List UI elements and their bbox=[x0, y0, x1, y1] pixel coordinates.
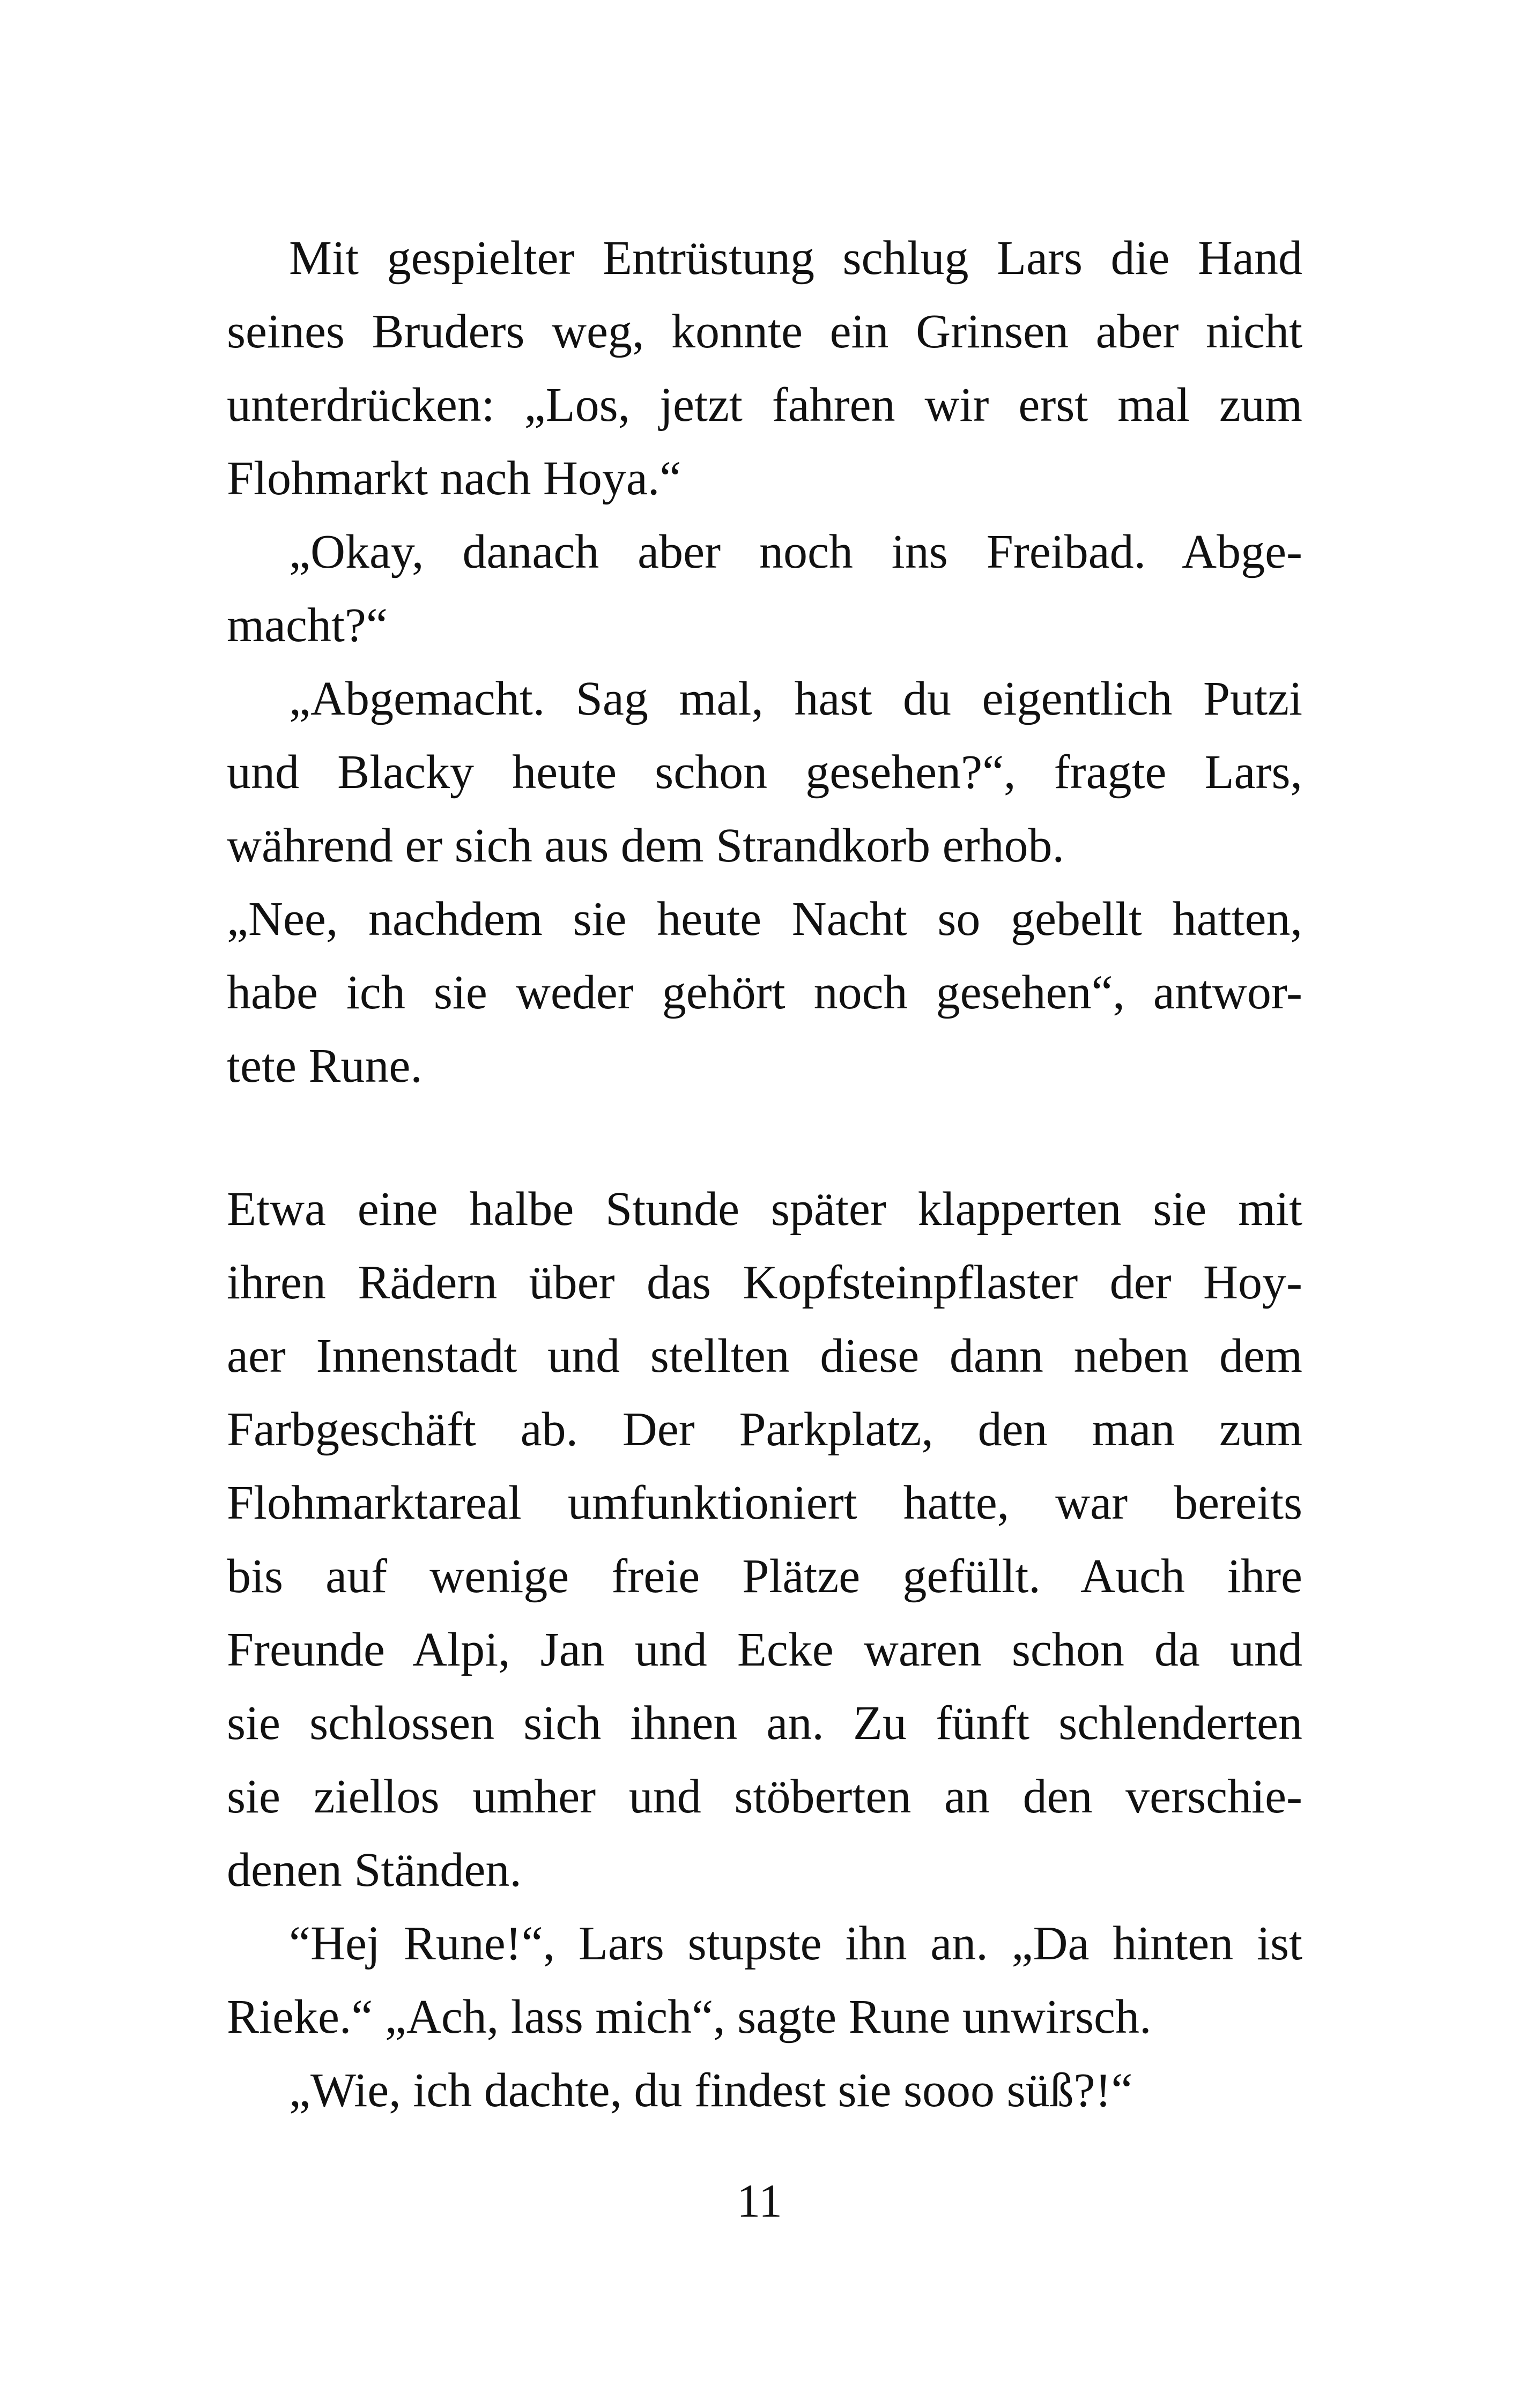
text-line: „Wie, ich dachte, du findest sie sooo süß?!“ bbox=[289, 2064, 1133, 2117]
text-line: macht?“ bbox=[227, 599, 388, 652]
text-line: Mit gespielter Entrüstung schlug Lars die Hand bbox=[289, 232, 1302, 285]
text-line: aer Innenstadt und stellten diese dann neben dem bbox=[227, 1329, 1302, 1383]
text-line: Freunde Alpi, Jan und Ecke waren schon da und bbox=[227, 1623, 1302, 1676]
text-line: denen Ständen. bbox=[227, 1844, 522, 1897]
text-line: während er sich aus dem Strandkorb erhob. bbox=[227, 819, 1065, 872]
text-line: „Okay, danach aber noch ins Freibad. Abge- bbox=[289, 525, 1302, 578]
text-line: „Nee, nachdem sie heute Nacht so gebellt hatten, bbox=[227, 893, 1302, 946]
text-line: Flohmarktareal umfunktioniert hatte, war bereits bbox=[227, 1476, 1302, 1529]
text-line: Farbgeschäft ab. Der Parkplatz, den man zum bbox=[227, 1403, 1302, 1456]
text-line: Rieke.“ „Ach, lass mich“, sagte Rune unwirsch. bbox=[227, 1990, 1152, 2043]
text-block-1 bbox=[227, 221, 1302, 1103]
text-line: ihren Rädern über das Kopfsteinpflaster der Hoy- bbox=[227, 1256, 1302, 1309]
text-line: und Blacky heute schon gesehen?“, fragte Lars, bbox=[227, 746, 1302, 799]
text-line: sie ziellos umher und stöberten an den verschie- bbox=[227, 1770, 1302, 1823]
text-line: “Hej Rune!“, Lars stupste ihn an. „Da hinten ist bbox=[289, 1917, 1302, 1970]
text-line: sie schlossen sich ihnen an. Zu fünft schlenderten bbox=[227, 1697, 1302, 1750]
text-line: tete Rune. bbox=[227, 1039, 423, 1092]
text-block-2 bbox=[227, 1172, 1302, 2127]
text-line: „Abgemacht. Sag mal, hast du eigentlich Putzi bbox=[289, 672, 1302, 725]
text-line: habe ich sie weder gehört noch gesehen“, antwor- bbox=[227, 966, 1302, 1019]
page-number: 11 bbox=[737, 2175, 782, 2227]
text-line: seines Bruders weg, konnte ein Grinsen aber nicht bbox=[227, 305, 1302, 358]
text-line: Flohmarkt nach Hoya.“ bbox=[227, 452, 681, 505]
text-line: Etwa eine halbe Stunde später klapperten sie mit bbox=[227, 1183, 1302, 1236]
text-line: unterdrücken: „Los, jetzt fahren wir erst mal zum bbox=[227, 378, 1302, 432]
text-line: bis auf wenige freie Plätze gefüllt. Auch ihre bbox=[227, 1550, 1302, 1603]
